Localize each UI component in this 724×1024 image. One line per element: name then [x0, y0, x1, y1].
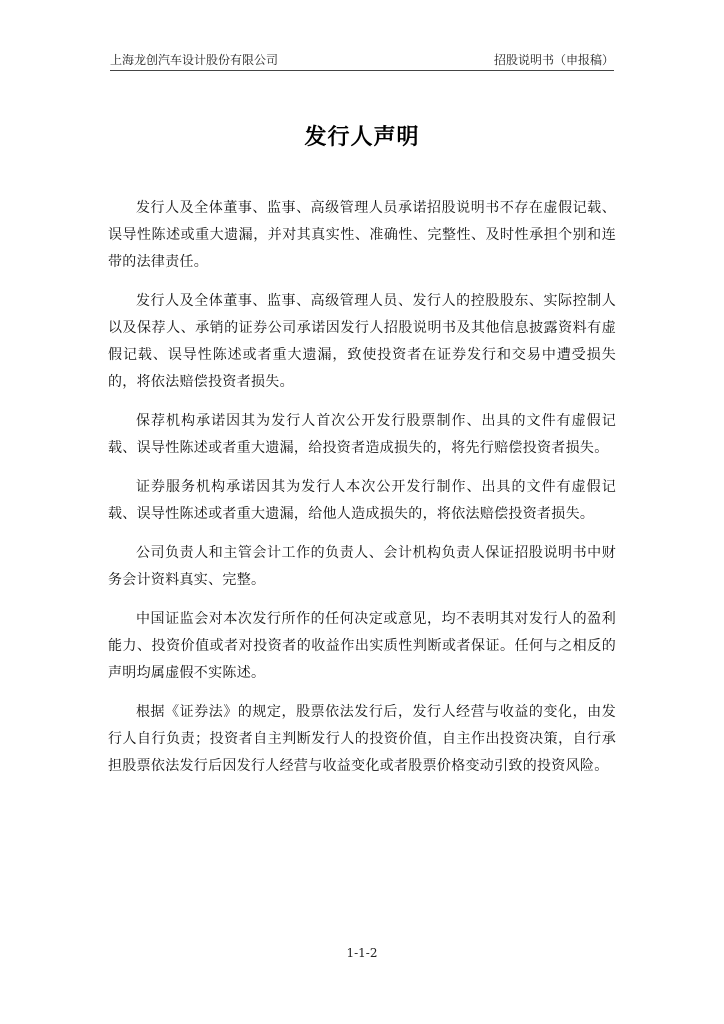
- paragraph: 保荐机构承诺因其为发行人首次公开发行股票制作、出具的文件有虚假记载、误导性陈述或者重大遗漏，给投资者造成损失的，将先行赔偿投资者损失。: [108, 413, 616, 456]
- page-header: [110, 50, 614, 71]
- page-number: 1-1-2: [346, 946, 378, 960]
- paragraph: 发行人及全体董事、监事、高级管理人员承诺招股说明书不存在虚假记载、误导性陈述或重大遗漏，并对其真实性、准确性、完整性、及时性承担个别和连带的法律责任。: [108, 200, 616, 270]
- paragraph: 公司负责人和主管会计工作的负责人、会计机构负责人保证招股说明书中财务会计资料真实、完整。: [108, 545, 616, 588]
- paragraph: 中国证监会对本次发行所作的任何决定或意见，均不表明其对发行人的盈利能力、投资价值或者对投资者的收益作出实质性判断或者保证。任何与之相反的声明均属虚假不实陈述。: [108, 611, 616, 681]
- declaration-body: [108, 195, 616, 792]
- page-title: 发行人声明: [304, 125, 420, 150]
- paragraph: 根据《证券法》的规定，股票依法发行后，发行人经营与收益的变化，由发行人自行负责；投资者自主判断发行人的投资价值，自主作出投资决策，自行承担股票依法发行后因发行人经营与收益变化或者股票价格变动引致的投资风险。: [108, 704, 616, 774]
- header-company-name: 上海龙创汽车设计股份有限公司: [110, 53, 279, 67]
- paragraph: 证券服务机构承诺因其为发行人本次公开发行制作、出具的文件有虚假记载、误导性陈述或者重大遗漏，给他人造成损失的，将依法赔偿投资者损失。: [108, 479, 616, 522]
- paragraph: 发行人及全体董事、监事、高级管理人员、发行人的控股股东、实际控制人以及保荐人、承销的证券公司承诺因发行人招股说明书及其他信息披露资料有虚假记载、误导性陈述或者重大遗漏，致使投资者在证券发行和交易中遭受损失的，将依法赔偿投资者损失。: [108, 293, 616, 390]
- header-document-type: 招股说明书（申报稿）: [493, 53, 614, 67]
